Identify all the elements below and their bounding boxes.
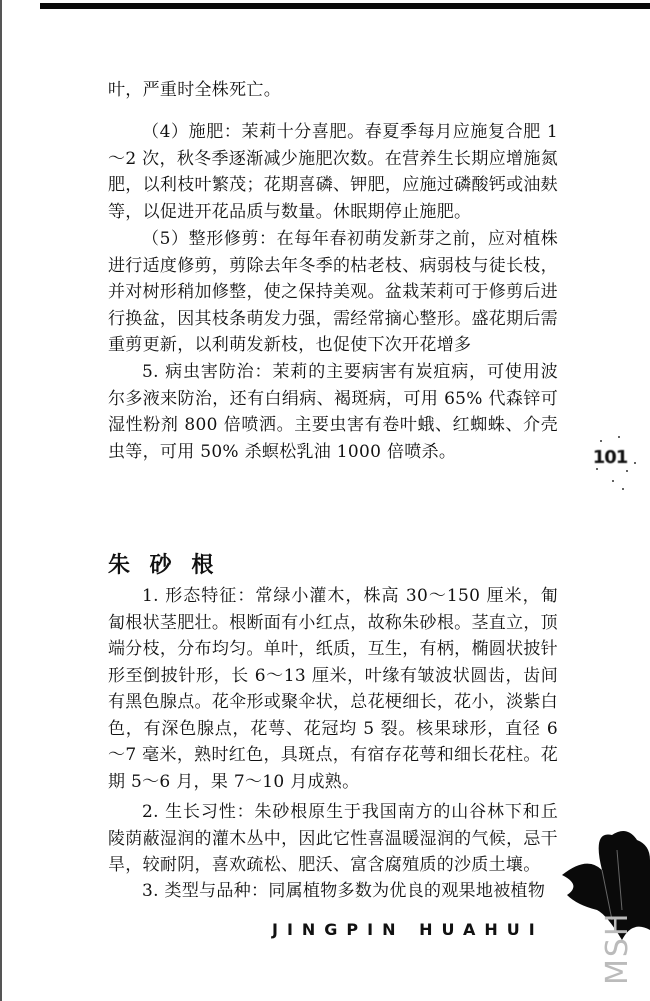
page-number: 101: [592, 447, 628, 468]
section-title: 朱 砂 根: [108, 553, 220, 578]
page-left-edge: [0, 0, 2, 1001]
paragraph-types: 3. 类型与品种：同属植物多数为优良的观果地被植物: [142, 881, 546, 901]
header-rule: [40, 3, 650, 9]
paragraph-fertilizing: （4）施肥：茉莉十分喜肥。春夏季每月应施复合肥 1～2 次，秋冬季逐渐减少施肥次数。在营养生长期应增施氮肥，以利枝叶繁茂；花期喜磷、钾肥，应施过磷酸钙或油麸等，以促进开花品质与数量。休眠期停止施肥。: [108, 122, 558, 222]
footer-series-title: JINGPIN HUAHUI: [272, 920, 544, 939]
paragraph-morphology: 1. 形态特征：常绿小灌木，株高 30～150 厘米，匍匐根状茎肥壮。根断面有小红点，故称朱砂根。茎直立，顶端分枝，分布均匀。单叶，纸质，互生，有柄，椭圆状披针形至倒披针形，长 6～13 厘米，叶缘有皱波状圆齿，齿间有黑色腺点。花伞形或聚伞状，总花梗细长，花小，淡紫白色，有深色腺点，花萼、花冠均 5 裂。核果球形，直径 6～7 毫米，熟时红色，具斑点，有宿存花萼和细长花柱。花期 5～6 月，果 7～10 月成熟。: [108, 586, 558, 792]
paragraph-continuation: 叶，严重时全株死亡。: [108, 80, 281, 100]
watermark: MSH: [600, 911, 635, 985]
paragraph-pruning: （5）整形修剪：在每年春初萌发新芽之前，应对植株进行适度修剪，剪除去年冬季的枯老枝、病弱枝与徒长枝，并对树形稍加修整，使之保持美观。盆栽茉莉可于修剪后进行换盆，因其枝条萌发力强，需经常摘心整形。盛花期后需重剪更新，以利萌发新枝，也促使下次开花增多: [108, 229, 558, 355]
paragraph-pest-control: 5. 病虫害防治：茉莉的主要病害有炭疽病，可使用波尔多液来防治，还有白绢病、褐斑病，可用 65% 代森锌可湿性粉剂 800 倍喷洒。主要虫害有卷叶蛾、红蜘蛛、介壳虫等，可用 50% 杀螟松乳油 1000 倍喷杀。: [108, 362, 558, 462]
paragraph-growth-habit: 2. 生长习性：朱砂根原生于我国南方的山谷林下和丘陵荫蔽湿润的灌木丛中，因此它性喜温暖湿润的气候，忌干旱，较耐阴，喜欢疏松、肥沃、富含腐殖质的沙质土壤。: [108, 802, 558, 875]
